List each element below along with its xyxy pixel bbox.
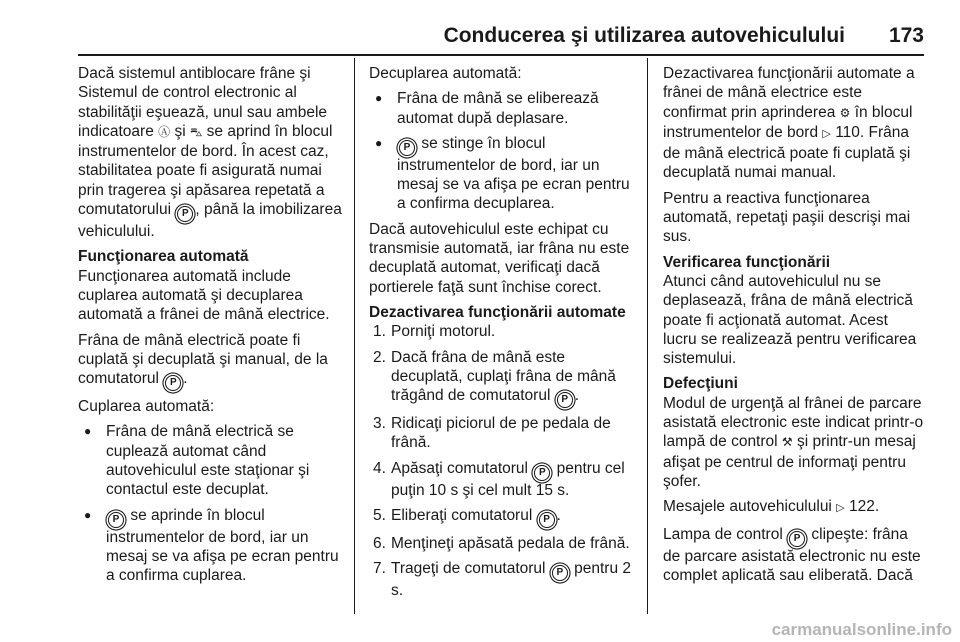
header-rule: [78, 54, 924, 56]
parking-brake-icon: P: [539, 512, 555, 528]
parking-brake-icon: P: [399, 140, 415, 156]
section-heading: Defecţiuni: [663, 375, 738, 393]
section-heading: Funcţionarea automată: [78, 248, 249, 266]
paragraph: Dezactivarea funcţionării automate a frânei de mână electrice este confirmat prin aprinderea ⚙ în blocul instrumentelor de bord ▷ 110. Frâna de mână electrică poate fi cuplată şi decuplată numai manual.: [663, 65, 915, 182]
list-item: 3. Ridicaţi piciorul de pe pedala de frână.: [373, 415, 611, 452]
column-divider-1: [354, 58, 355, 614]
bullet-icon: ●: [375, 135, 383, 150]
ref-arrow-icon[interactable]: ▷: [836, 502, 845, 515]
parking-brake-icon: P: [552, 565, 568, 581]
list-item: 5. Eliberaţi comutatorul P .: [369, 506, 633, 528]
ref-arrow-icon[interactable]: ▷: [822, 127, 831, 140]
auto-parking-icon: ⚙: [839, 105, 851, 120]
list-item: 4. Apăsaţi comutatorul P pentru cel puţin 10 s şi cel mult 15 s.: [373, 459, 625, 499]
esc-warning-icon: ⛍: [189, 124, 203, 139]
watermark: carmanualsonline.info: [771, 620, 952, 639]
bullet-icon: ●: [84, 424, 92, 439]
paragraph: Mesajele autovehiculului ▷ 122.: [663, 498, 880, 516]
list-item: ● Frâna de mână electrică se cuplează automat când autovehiculul este staţionar şi contactul este decuplat.: [84, 423, 310, 499]
parking-brake-icon: P: [789, 531, 805, 547]
list-item: ● Frâna de mână se eliberează automat după deplasare.: [375, 90, 599, 127]
parking-brake-icon: P: [177, 206, 193, 222]
parking-brake-icon: P: [108, 512, 124, 528]
parking-brake-icon: P: [534, 465, 550, 481]
paragraph: Lampa de control P clipeşte: frâna de parcare asistată electronic nu este complet aplicată sau eliberată. Dacă: [663, 525, 921, 584]
bullet-icon: ●: [375, 91, 383, 106]
parking-brake-icon: P: [165, 375, 181, 391]
chapter-title: Conducerea şi utilizarea autovehiculului: [443, 24, 845, 47]
paragraph: Cuplarea automată:: [78, 398, 215, 416]
list-item: ● P se aprinde în blocul instrumentelor de bord, iar un mesaj se va afişa pe ecran pentru a confirma cuplarea.: [84, 506, 339, 585]
column-divider-2: [647, 58, 648, 614]
paragraph: Modul de urgenţă al frânei de parcare asistată electronic este indicat printr-o lampă de control ⚒ şi printr-un mesaj afişat pe centrul de informaţi pentru şofer.: [663, 394, 924, 490]
paragraph: Pentru a reactiva funcţionarea automată, repetaţi paşii descrişi mai sus.: [663, 189, 911, 246]
paragraph: Decuplarea automată:: [369, 65, 522, 82]
list-item: 2. Dacă frâna de mână este decuplată, cuplaţi frâna de mână trăgând de comutatorul P .: [369, 348, 633, 409]
paragraph: Dacă sistemul antiblocare frâne şi Sistemul de control electronic al stabilităţii eşuează, unul sau ambele indicatoare Ⓐ şi ⛍ se aprind în blocul instrumentelor de bord. În acest caz, stabilitatea poate fi asigurată numai prin tragerea şi apăsarea repetată a comutatorului P , până la imobilizarea vehiculului.: [78, 65, 342, 241]
paragraph: Dacă autovehiculul este echipat cu transmisie automată, iar frâna nu este decuplată automat, verificaţi dacă portierele faţă sunt închise corect.: [369, 220, 630, 296]
section-heading: Dezactivarea funcţionării automate: [369, 303, 626, 321]
paragraph: Atunci când autovehiculul nu se deplasează, frâna de mână electrică poate fi acţionată automat. Acest lucru se realizează pentru verificarea sistemului.: [663, 272, 917, 368]
page-number: 173: [888, 24, 924, 47]
column-3: [663, 64, 925, 591]
page-header: [0, 0, 960, 56]
list-item: 1. Porniţi motorul.: [373, 323, 496, 341]
column-1: [78, 64, 346, 592]
list-item: ● P se stinge în blocul instrumentelor de bord, iar un mesaj se va afişa pe ecran pentru a confirma decuplarea.: [375, 134, 630, 213]
service-brake-icon: ⚒: [781, 435, 793, 450]
paragraph: Frâna de mână electrică poate fi cuplată şi decuplată şi manual, de la comutatorul P .: [78, 331, 346, 392]
section-heading: Verificarea funcţionării: [663, 253, 831, 271]
column-2: [369, 64, 633, 607]
bullet-icon: ●: [84, 507, 92, 522]
paragraph: Funcţionarea automată include cuplarea automată şi decuplarea automată a frânei de mână electrice.: [78, 267, 330, 324]
list-item: 7. Trageţi de comutatorul P pentru 2 s.: [373, 560, 632, 600]
abs-warning-icon: Ⓐ: [158, 124, 171, 139]
list-item: 6. Menţineţi apăsată pedala de frână.: [373, 535, 630, 553]
parking-brake-icon: P: [557, 392, 573, 408]
